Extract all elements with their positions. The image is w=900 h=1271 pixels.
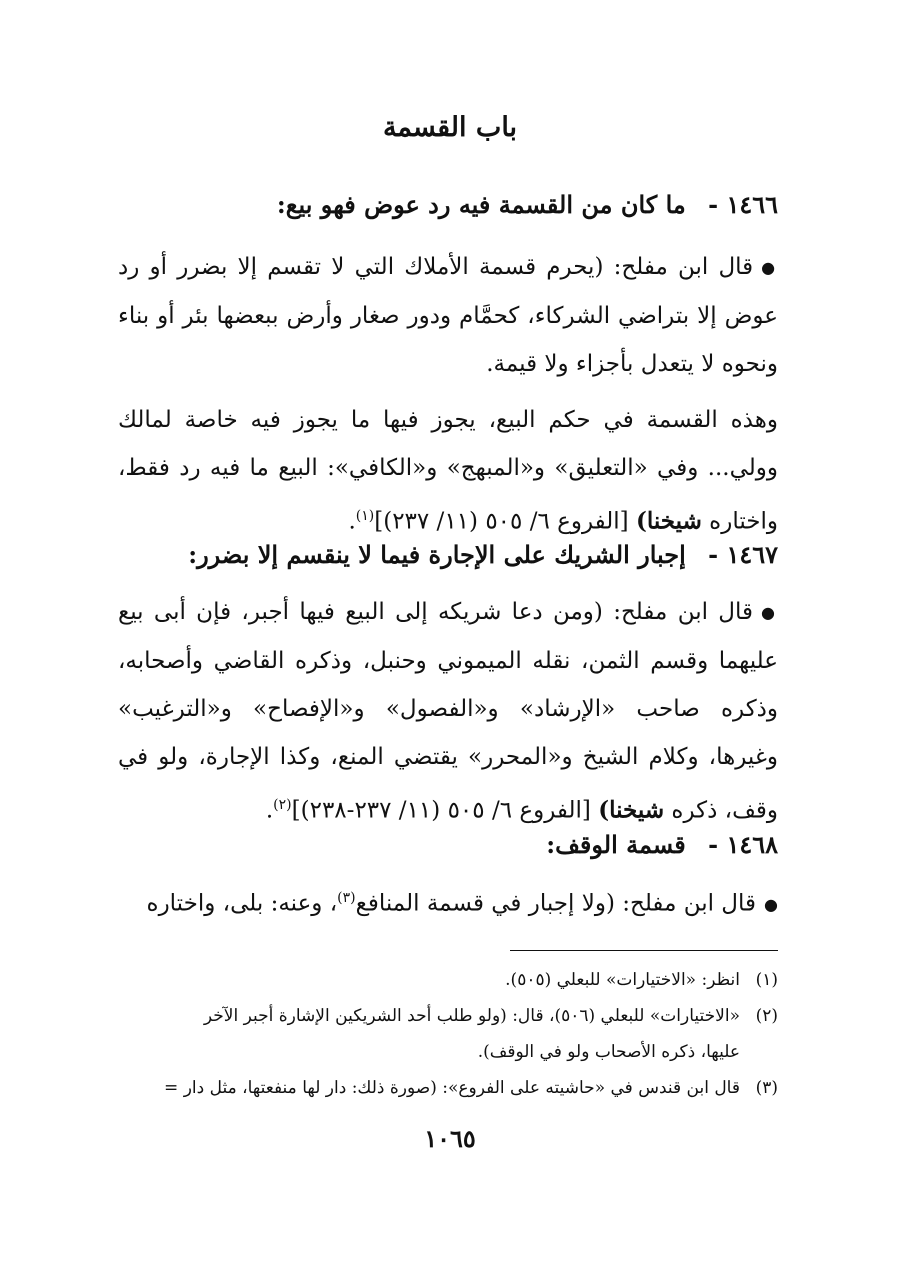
period: . xyxy=(348,508,356,535)
scholar-name: شيخنا) xyxy=(635,507,702,535)
page-number: ١٠٦٥ xyxy=(424,1124,476,1153)
footnote-2 xyxy=(118,998,778,1034)
footnote-text: قال ابن قندس في «حاشيته على الفروع»: (صورة ذلك: دار لها منفعتها، مثل دار = xyxy=(164,1078,740,1098)
footnote-marker: (١) xyxy=(355,508,375,524)
section-title: ما كان من القسمة فيه رد عوض فهو بيع: xyxy=(276,190,686,219)
footnote-marker: (٢) xyxy=(273,797,292,813)
source-reference: [الفروع ٦/ ٥٠٥ (١١/ ٢٣٧)] xyxy=(374,508,629,535)
bullet-icon: ● xyxy=(761,258,778,277)
footnote-number: (١) xyxy=(755,970,778,990)
section-body-1466 xyxy=(118,243,778,546)
source-reference: [الفروع ٦/ ٥٠٥ (١١/ ٢٣٧-٢٣٨)] xyxy=(291,797,591,824)
footnote-marker: (٣) xyxy=(337,890,356,906)
footnote-divider xyxy=(510,950,778,951)
footnote-3 xyxy=(118,1070,778,1106)
paragraph-text: وهذه القسمة في حكم البيع، يجوز فيها ما يجوز فيه خاصة لمالك وولي... وفي «التعليق» و«المبهج» و«الكافي»: البيع ما فيه رد فقط، واختاره xyxy=(118,407,778,535)
footnote-text: انظر: «الاختيارات» للبعلي (٥٠٥). xyxy=(505,970,740,990)
footnote-number: (٣) xyxy=(755,1078,778,1098)
section-title: قسمة الوقف: xyxy=(546,830,686,859)
paragraph-text: ، وعنه: بلى، واختاره xyxy=(146,890,338,917)
period: . xyxy=(265,797,274,824)
chapter-title: باب القسمة xyxy=(382,112,518,143)
footnote-1 xyxy=(118,962,778,998)
section-title: إجبار الشريك على الإجارة فيما لا ينقسم إلا بضرر: xyxy=(188,540,686,569)
paragraph xyxy=(118,874,778,929)
footnote-number: (٢) xyxy=(755,1006,778,1026)
section-body-1467 xyxy=(118,588,778,835)
paragraph xyxy=(118,396,778,546)
scholar-name: شيخنا) xyxy=(598,796,665,824)
footnote-text: «الاختيارات» للبعلي (٥٠٦)، قال: (ولو طلب أحد الشريكين الإشارة أجبر الآخر xyxy=(203,1006,740,1026)
paragraph-text: قال ابن مفلح: (يحرم قسمة الأملاك التي لا تقسم إلا بضرر أو رد عوض إلا بتراضي الشركاء، كحمَّام ودور صغار وأرض ببعضها بئر أو بناء ونحوه لا يتعدل بأجزاء ولا قيمة. xyxy=(118,254,778,377)
section-heading-1467 xyxy=(118,540,778,569)
footnote-text: عليها، ذكره الأصحاب ولو في الوقف). xyxy=(477,1042,740,1062)
section-number: ١٤٦٦ - xyxy=(708,190,778,219)
paragraph-text: قال ابن مفلح: (ولا إجبار في قسمة المنافع xyxy=(355,890,757,917)
section-body-1468 xyxy=(118,874,778,929)
section-heading-1468 xyxy=(118,830,778,859)
footnotes xyxy=(118,962,778,1106)
section-number: ١٤٦٨ - xyxy=(708,830,778,859)
paragraph-text: قال ابن مفلح: (ومن دعا شريكه إلى البيع فيها أجبر، فإن أبى بيع عليهما وقسم الثمن، نقله الميموني وحنبل، وذكره القاضي وأصحابه، وذكره صاحب «الإرشاد» و«الفصول» و«الإفصاح» و«الترغيب» وغيرها، وكلام الشيخ و«المحرر» يقتضي المنع، وكذا الإجارة، ولو في وقف، ذكره xyxy=(118,599,778,824)
footnote-2-continued xyxy=(118,1034,778,1070)
bullet-icon: ● xyxy=(764,894,778,914)
paragraph xyxy=(118,243,778,388)
section-heading-1466 xyxy=(118,190,778,219)
bullet-icon: ● xyxy=(761,603,779,622)
section-number: ١٤٦٧ - xyxy=(708,540,778,569)
paragraph xyxy=(118,588,778,835)
